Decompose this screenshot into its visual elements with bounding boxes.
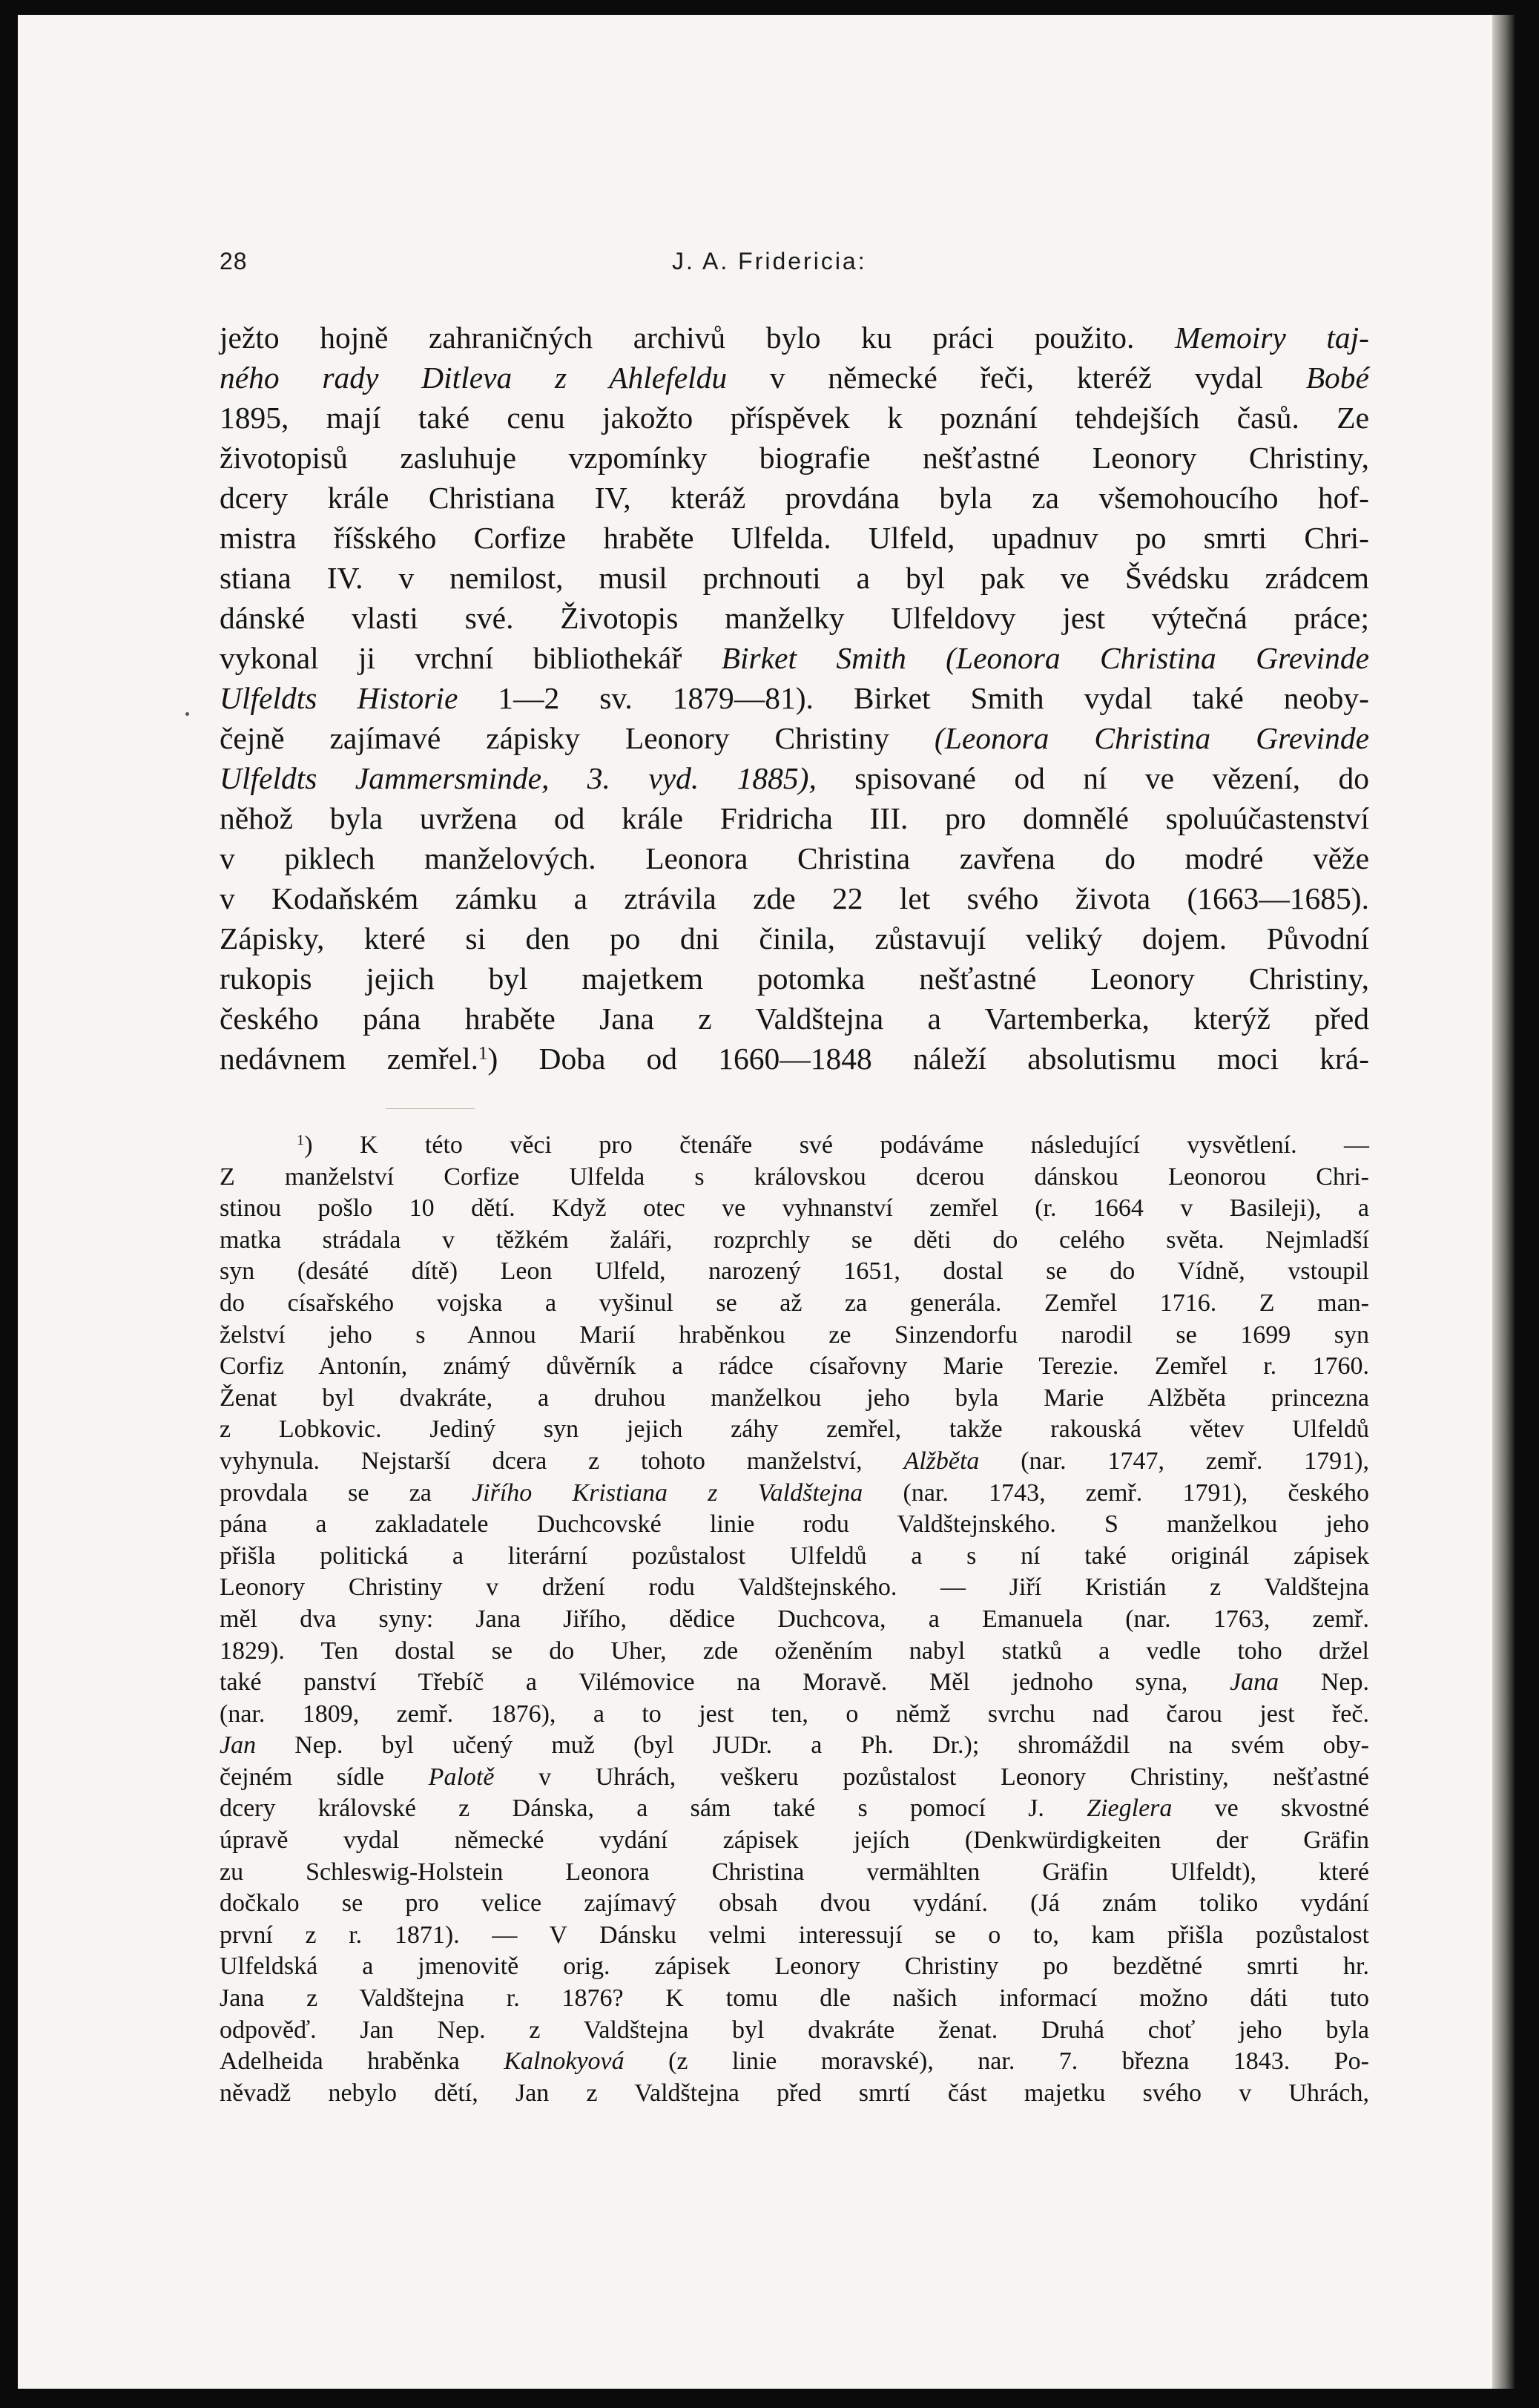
body-line	[220, 318, 1369, 358]
italic-text: Alžběta	[903, 1447, 980, 1475]
text-run: Nep.	[1279, 1668, 1369, 1697]
text-run: v Kodaňském zámku a ztrávila zde 22 let svého života (1663—1685).	[220, 881, 1369, 915]
footnote-line	[220, 1857, 1369, 1889]
text-run: Adelheida hraběnka	[220, 2047, 504, 2076]
text-run: dánské vlasti své. Životopis manželky Ulfeldovy jest výtečná práce;	[220, 601, 1369, 635]
italic-text: Kalnokyová	[504, 2047, 625, 2076]
footnote-line	[220, 1888, 1369, 1920]
text-run: ) Doba od 1660—1848 náleží absolutismu moci krá-	[487, 1042, 1369, 1076]
body-line	[220, 958, 1369, 999]
footnote-line	[220, 1920, 1369, 1952]
footnote-line	[220, 1983, 1369, 2015]
text-run: úpravě vydal německé vydání zápisek jejích (Denkwürdigkeiten der Gräfin	[220, 1826, 1369, 1855]
footnote-line	[220, 1825, 1369, 1857]
text-run: Leonory Christiny v držení rodu Valdštejnského. — Jiří Kristián z Valdštejna	[220, 1573, 1369, 1602]
page-number: 28	[220, 248, 248, 274]
text-run: Z manželství Corfize Ulfelda s královskou dcerou dánskou Leonorou Chri-	[220, 1162, 1369, 1191]
text-run: vykonal ji vrchní bibliothekář	[220, 641, 722, 675]
text-run: v Uhrách, veškeru pozůstalost Leonory Christiny, nešťastné	[494, 1763, 1369, 1791]
text-run: Nep. byl učený muž (byl JUDr. a Ph. Dr.); shromáždil na svém oby-	[256, 1731, 1369, 1760]
footnote-line	[220, 1762, 1369, 1794]
body-line	[220, 398, 1369, 438]
italic-text: Memoiry taj-	[1175, 320, 1369, 355]
running-head	[220, 248, 1362, 285]
footnote-marker: 1	[478, 1043, 488, 1064]
italic-text: Jana	[1230, 1668, 1279, 1697]
body-line	[220, 678, 1369, 718]
text-run: dcery krále Christiana IV, kteráž provdána byla za všemohoucího hof-	[220, 481, 1369, 515]
text-run: Corfiz Antonín, známý důvěrník a rádce císařovny Marie Terezie. Zemřel r. 1760.	[220, 1352, 1369, 1381]
italic-text: Zieglera	[1087, 1795, 1173, 1823]
text-run: nedávnem zemřel.	[220, 1042, 478, 1076]
footnote-line	[220, 1256, 1369, 1288]
italic-text: Palotě	[428, 1763, 495, 1791]
text-run: stinou pošlo 10 dětí. Když otec ve vyhnanství zemřel (r. 1664 v Basileji), a	[220, 1194, 1369, 1223]
text-run: dcery královské z Dánska, a sám také s pomocí J.	[220, 1795, 1087, 1823]
text-run: Zápisky, které si den po dni činila, zůstavují veliký dojem. Původní	[220, 921, 1369, 955]
text-run: 1—2 sv. 1879—81). Birket Smith vydal také neoby-	[458, 681, 1369, 715]
text-run: želství jeho s Annou Marií hraběnkou ze Sinzendorfu narodil se 1699 syn	[220, 1320, 1369, 1349]
text-run: vyhynula. Nejstarší dcera z tohoto manželství,	[220, 1447, 904, 1475]
italic-text: Ulfeldts Jammersminde, 3. vyd. 1885),	[220, 761, 817, 795]
text-run: Ženat byl dvakráte, a druhou manželkou jeho byla Marie Alžběta princezna	[220, 1384, 1369, 1412]
footnote-line	[220, 1446, 1369, 1478]
text-run: (nar. 1747, zemř. 1791),	[979, 1447, 1369, 1475]
body-line	[220, 1039, 1369, 1079]
text-run: první z r. 1871). — V Dánsku velmi interessují se o to, kam přišla pozůstalost	[220, 1921, 1369, 1949]
text-run: matka strádala v těžkém žaláři, rozprchly se děti do celého světa. Nejmladší	[220, 1226, 1369, 1254]
text-run: rukopis jejich byl majetkem potomka nešťastné Leonory Christiny,	[220, 961, 1369, 996]
footnote-line	[220, 1351, 1369, 1383]
footnote-line	[220, 1383, 1369, 1415]
text-run: pána a zakladatele Duchcovské linie rodu Valdštejnského. S manželkou jeho	[220, 1510, 1369, 1539]
text-run: měl dva syny: Jana Jiřího, dědice Duchcova, a Emanuela (nar. 1763, zemř.	[220, 1605, 1369, 1633]
footnote-line	[220, 1667, 1369, 1699]
body-line	[220, 478, 1369, 518]
body-line	[220, 438, 1369, 478]
italic-text: Jan	[220, 1731, 257, 1760]
text-run: provdala se za	[220, 1478, 472, 1507]
text-run: něvadž nebylo dětí, Jan z Valdštejna před smrtí část majetku svého v Uhrách,	[220, 2079, 1369, 2107]
text-run: odpověď. Jan Nep. z Valdštejna byl dvakráte ženat. Druhá choť jeho byla	[220, 2016, 1369, 2044]
body-line	[220, 918, 1369, 958]
italic-text: Birket Smith (Leonora Christina Grevinde	[721, 641, 1369, 675]
text-run: Jana z Valdštejna r. 1876? K tomu dle našich informací možno dáti tuto	[220, 1984, 1369, 2013]
text-run: v piklech manželových. Leonora Christina zavřena do modré věže	[220, 841, 1369, 875]
body-line	[220, 558, 1369, 598]
footnote-line	[220, 1225, 1369, 1257]
body-line	[220, 718, 1369, 758]
footnote-line	[220, 1636, 1369, 1668]
footnote-line	[220, 1951, 1369, 1983]
body-line	[220, 758, 1369, 798]
text-run: syn (desáté dítě) Leon Ulfeld, narozený 1651, dostal se do Vídně, vstoupil	[220, 1257, 1369, 1286]
text-run: do císařského vojska a vyšinul se až za generála. Zemřel 1716. Z man-	[220, 1289, 1369, 1317]
footnote-line	[220, 1162, 1369, 1194]
footnote-line	[220, 1130, 1369, 1162]
text-run: českého pána hraběte Jana z Valdštejna a Vartemberka, kterýž před	[220, 1001, 1369, 1036]
text-run: něhož byla uvržena od krále Fridricha III. pro domnělé spoluúčastenství	[220, 801, 1369, 835]
text-run: mistra říšského Corfize hraběte Ulfelda. Ulfeld, upadnuv po smrti Chri-	[220, 521, 1369, 555]
footnote-marker: 1	[297, 1131, 305, 1148]
footnote-separator	[386, 1108, 475, 1109]
text-run: 1829). Ten dostal se do Uher, zde oženěním nabyl statků a vedle toho držel	[220, 1636, 1369, 1665]
italic-text: (Leonora Christina Grevinde	[934, 721, 1369, 755]
footnote-line	[220, 1288, 1369, 1320]
body-line	[220, 999, 1369, 1039]
body-line	[220, 638, 1369, 678]
page-edge	[1492, 15, 1515, 2389]
text-run: 1895, mají také cenu jakožto příspěvek k poznání tehdejších časů. Ze	[220, 401, 1369, 435]
footnote-line	[220, 1541, 1369, 1573]
footnote-block	[220, 1130, 1369, 2109]
running-title: J. A. Fridericia:	[672, 248, 867, 274]
italic-text: Bobé	[1305, 361, 1369, 395]
text-run: v německé řeči, kteréž vydal	[727, 361, 1306, 395]
text-run: spisované od ní ve vězení, do	[816, 761, 1369, 795]
text-run: (nar. 1809, zemř. 1876), a to jest ten, o němž svrchu nad čarou jest řeč.	[220, 1700, 1369, 1728]
print-speck	[185, 712, 189, 716]
italic-text: Ulfeldts Historie	[220, 681, 458, 715]
italic-text: ného rady Ditleva z Ahlefeldu	[220, 361, 728, 395]
footnote-line	[220, 1320, 1369, 1352]
body-line	[220, 518, 1369, 558]
footnote-line	[220, 2078, 1369, 2110]
body-line	[220, 838, 1369, 878]
footnote-line	[220, 1604, 1369, 1636]
text-run: Ulfeldská a jmenovitě orig. zápisek Leonory Christiny po bezdětné smrti hr.	[220, 1953, 1369, 1981]
body-line	[220, 878, 1369, 918]
text-run: životopisů zasluhuje vzpomínky biografie nešťastné Leonory Christiny,	[220, 441, 1369, 475]
footnote-line	[220, 1193, 1369, 1225]
footnote-line	[220, 1509, 1369, 1541]
text-run: ) K této věci pro čtenáře své podáváme následující vysvětlení. —	[304, 1131, 1369, 1159]
text-run: přišla politická a literární pozůstalost Ulfeldů a s ní také originál zápisek	[220, 1542, 1369, 1570]
footnote-line	[220, 1699, 1369, 1731]
text-run: čejném sídle	[220, 1763, 429, 1791]
text-run: dočkalo se pro velice zajímavý obsah dvou vydání. (Já znám toliko vydání	[220, 1889, 1369, 1918]
footnote-line	[220, 1730, 1369, 1762]
footnote-line	[220, 1414, 1369, 1446]
text-run: ježto hojně zahraničných archivů bylo ku práci použito.	[220, 320, 1175, 355]
body-line	[220, 358, 1369, 398]
footnote-line	[220, 1572, 1369, 1604]
text-run: (z linie moravské), nar. 7. března 1843. Po-	[624, 2047, 1369, 2076]
text-run: (nar. 1743, zemř. 1791), českého	[863, 1478, 1369, 1507]
text-run: stiana IV. v nemilost, musil prchnouti a byl pak ve Švédsku zrádcem	[220, 561, 1369, 595]
main-text-block	[220, 318, 1369, 1079]
text-run: čejně zajímavé zápisky Leonory Christiny	[220, 721, 935, 755]
footnote-line	[220, 1793, 1369, 1825]
footnote-line	[220, 1478, 1369, 1510]
text-run: ve skvostné	[1172, 1795, 1369, 1823]
footnote-line	[220, 2015, 1369, 2047]
text-run: z Lobkovic. Jediný syn jejich záhy zemřel, takže rakouská větev Ulfeldů	[220, 1415, 1369, 1444]
text-run: také panství Třebíč a Vilémovice na Moravě. Měl jednoho syna,	[220, 1668, 1230, 1697]
text-run: zu Schleswig-Holstein Leonora Christina vermählten Gräfin Ulfeldt), které	[220, 1858, 1369, 1886]
body-line	[220, 598, 1369, 638]
body-line	[220, 798, 1369, 838]
footnote-line	[220, 2046, 1369, 2078]
italic-text: Jiřího Kristiana z Valdštejna	[472, 1478, 863, 1507]
